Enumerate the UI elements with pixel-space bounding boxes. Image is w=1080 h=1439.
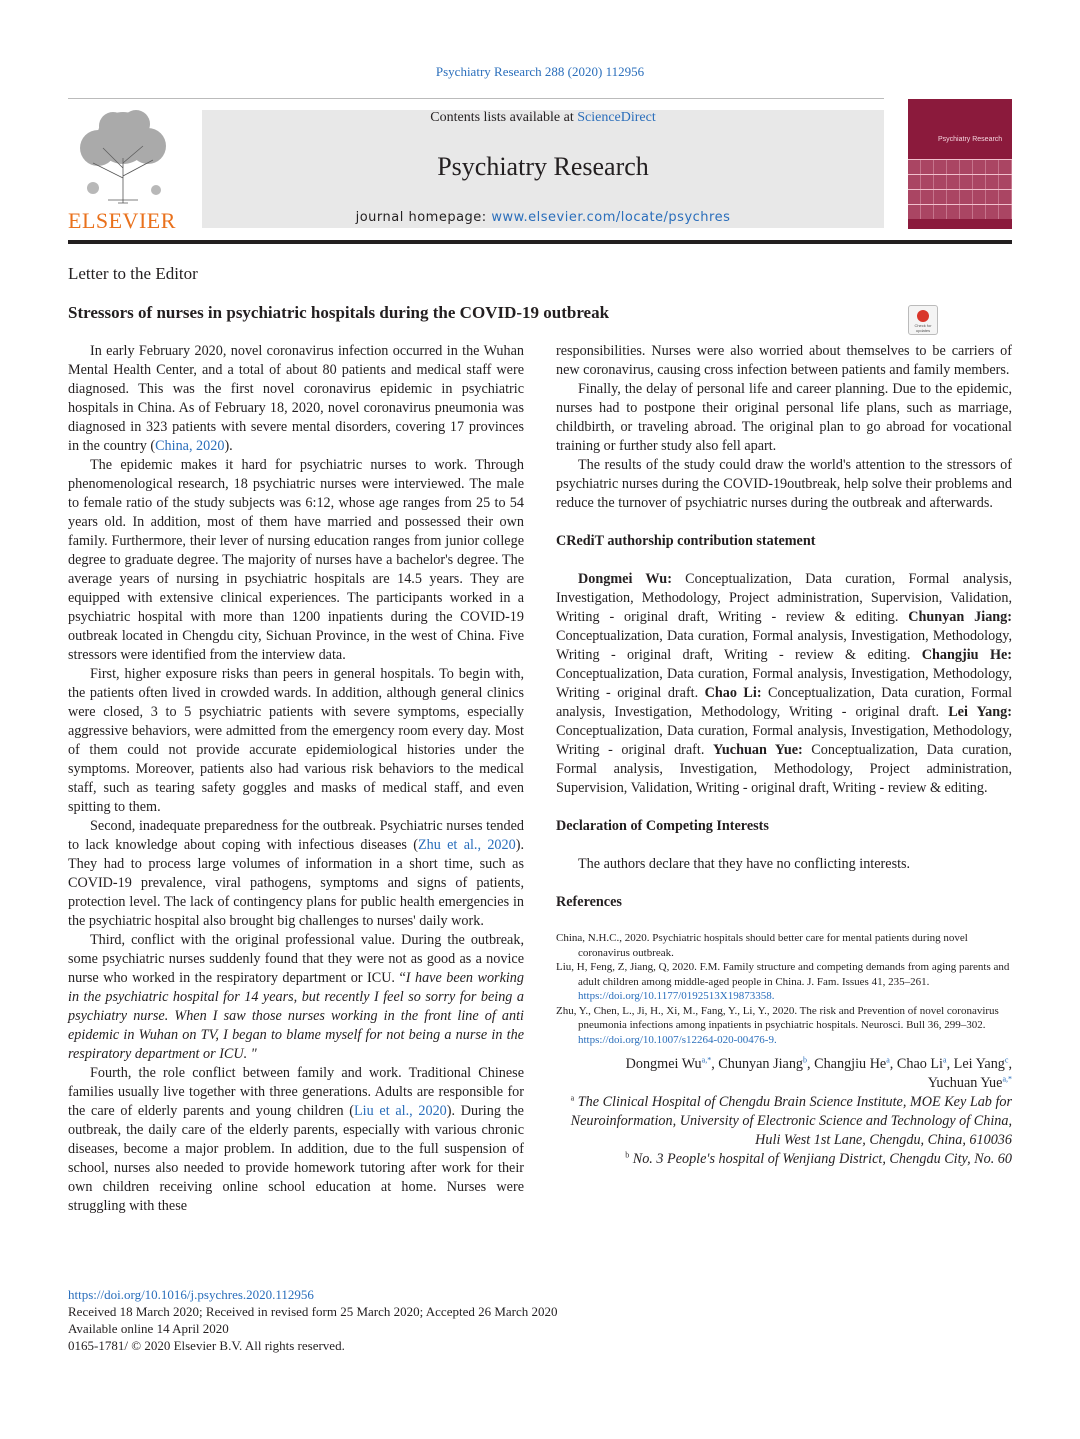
citation-link[interactable]: Zhu et al., 2020: [417, 837, 516, 853]
reference-list: [556, 931, 1012, 1047]
check-for-updates-icon[interactable]: [908, 305, 938, 335]
copyright: 0165-1781/ © 2020 Elsevier B.V. All rights reserved.: [68, 1338, 345, 1353]
paragraph: Third, conflict with the original professional value. During the outbreak, some psychiatric nurses suddenly found that they were not as good as a novice nurse who worked in the respiratory department or ICU. “I have been working in the psychiatric hospital for 14 years, but recently I feel so sorry for being a psychiatry nurse. When I saw those nurses working in the front line of anti epidemic in Wuhan on TV, I began to blame myself for not being a nurse in the respiratory department or ICU. ": [68, 932, 524, 1062]
homepage-link[interactable]: www.elsevier.com/locate/psychres: [491, 210, 731, 225]
reference-item: China, N.H.C., 2020. Psychiatric hospitals should better care for mental patients during novel coronavirus outbreak.: [556, 932, 968, 959]
received-dates: Received 18 March 2020; Received in revised form 25 March 2020; Accepted 26 March 2020: [68, 1304, 558, 1319]
affiliation-b: $^b$ No. 3 People's hospital of Wenjiang District, Chengdu City, No. 60: [625, 1150, 1012, 1167]
left-column: [68, 342, 524, 1216]
paragraph: In early February 2020, novel coronavirus infection occurred in the Wuhan Mental Health Center, and a total of about 80 patients and medical staff were diagnosed. This was the first novel coronavirus epidemic in psychiatric hospitals in China. As of February 18, 2020, novel coronavirus pneumonia was diagnosed in 323 patients with severe mental disorders, covering 17 provinces in the country (China, 2020).: [68, 343, 524, 454]
references-heading: References: [556, 894, 622, 910]
citation-link[interactable]: Psychiatry Research 288 (2020) 112956: [435, 64, 645, 79]
affiliation-link[interactable]: c: [1004, 1055, 1009, 1065]
check-updates-label: Check for updates: [914, 323, 932, 333]
homepage-line: [202, 210, 884, 225]
sciencedirect-link[interactable]: ScienceDirect: [577, 110, 656, 125]
nurse-quote: I have been working in the psychiatric hospital for 14 years, but recently I feel so sorry for being a psychiatry nurse. When I saw those nurses working in the front line of anti epidemic in Wuhan on TV, I began to blame myself for not being a nurse in the respiratory department or ICU. ": [68, 970, 524, 1062]
paragraph: Fourth, the role conflict between family and work. Traditional Chinese families usually live together with three generations. Adults are responsible for the care of elderly parents and young children (Liu et al., 2020). During the outbreak, the daily care of the elderly parents, especially with various chronic diseases, become a major problem. In addition, due to the full suspension of school, nurses also needed to provide homework tutoring after work for their own children receiving online school education at home. Nurses were struggling with these: [68, 1065, 524, 1214]
homepage-prefix: journal homepage:: [355, 210, 492, 225]
paragraph: The epidemic makes it hard for psychiatric nurses to work. Through phenomenological research, 18 psychiatric nurses were interviewed. The male to female ratio of the study subjects was 6:12, whose age ranges from 25 to 54 years old. In addition, most of them have married and possessed their own family. Furthermore, their lever of nursing education ranges from junior college degree to graduate degree. The majority of nurses have a bachelor's degree. The average years of nursing in psychiatric hospitals are 14.5 years. They are equipped with extensive clinical experiences. The participants worked in a psychiatric hospital with more than 1200 inpatients during the COVID-19 outbreak located in Chengdu city, Sichuan Province, in the west of China. Five stressors were identified from the interview data.: [68, 457, 524, 663]
header-rule: [68, 98, 884, 99]
paragraph: Second, inadequate preparedness for the outbreak. Psychiatric nurses tended to lack knowledge about coping with infectious diseases (Zhu et al., 2020). They had to process large volumes of information in a short time, such as COVID-19 prevalence, viral pathogens, symptoms and signs of patients, protection level. The lack of contingency plans for public health emergencies in the psychiatric hospital also brought big challenges to nurses' daily work.: [68, 818, 524, 929]
cover-pattern-overlay: [908, 159, 1012, 219]
affiliation-link[interactable]: b: [803, 1055, 808, 1065]
journal-name: Psychiatry Research: [437, 152, 649, 181]
right-column: [556, 342, 1012, 1169]
elsevier-tree-icon: [68, 108, 178, 206]
doi-link[interactable]: https://doi.org/10.1016/j.psychres.2020.112956: [68, 1287, 314, 1302]
affiliation-a: $^a$ The Clinical Hospital of Chengdu Brain Science Institute, MOE Key Lab for Neuroinformation, University of Electronic Science and Technology of China, Huli West 1st Lane, Chengdu, China, 610036: [570, 1093, 1012, 1148]
author-list: Dongmei $Wu^{a,*}$, Chunyan Jiang$^b$, Changjiu He$^a$, Chao Li$^a$, Lei Yang$^c$, Yuchuan Yue$^{a,*}$: [625, 1055, 1012, 1091]
article-section-type: Letter to the Editor: [68, 264, 198, 283]
competing-interests-text: The authors declare that they have no conflicting interests.: [578, 856, 911, 872]
paragraph: The results of the study could draw the world's attention to the stressors of psychiatric nurses during the COVID-19outbreak, help solve their problems and reduce the turnover of psychiatric nurses during the outbreak and afterwards.: [556, 457, 1012, 511]
elsevier-logo: [68, 108, 178, 232]
affiliation-link[interactable]: a: [886, 1055, 890, 1065]
cover-title: Psychiatry Research: [938, 136, 1003, 143]
reference-item: Liu, H, Feng, Z, Jiang, Q, 2020. F.M. Family structure and competing demands from aging parents and adult children among middle-aged people in China. J. Fam. Issues 41, 235–261. https://doi.org/10.1177/0192513X19873358.: [556, 961, 1010, 1002]
affiliation-link[interactable]: a: [943, 1055, 947, 1065]
masthead-rule: [68, 240, 1012, 244]
article-title: Stressors of nurses in psychiatric hospitals during the COVID-19 outbreak: [68, 303, 610, 322]
article-footer: [68, 1286, 558, 1354]
competing-interests-heading: Declaration of Competing Interests: [556, 818, 769, 834]
paragraph: First, higher exposure risks than peers in general hospitals. To begin with, the patients often lived in crowded wards. In addition, although general clinics were closed, 3 to 5 psychiatric patients with severe symptoms, especially aggressive behaviors, were admitted from the emergency room every day. Most of them could not provide accurate epidemiological histories under the symptoms. Moreover, patients also had various risk behaviors to the medical staff, such as tearing safety goggles and masks of medical staff, and even spitting to them.: [68, 666, 524, 815]
affiliation-link[interactable]: a,*: [1002, 1074, 1012, 1084]
elsevier-wordmark: ELSEVIER: [68, 208, 176, 233]
available-online: Available online 14 April 2020: [68, 1321, 229, 1336]
paragraph: Finally, the delay of personal life and career planning. Due to the epidemic, nurses had to postpone their original personal life plans, such as marriage, childbirth, or traveling abroad. The original plan to go abroad for vocational training or further study also fell apart.: [556, 381, 1012, 454]
check-updates-dot: [917, 310, 929, 322]
citation-link[interactable]: Liu et al., 2020: [353, 1103, 447, 1119]
credit-heading: CRediT authorship contribution statement: [556, 533, 816, 549]
contents-prefix: Contents lists available at: [430, 110, 578, 125]
credit-statement: Dongmei Wu: Conceptualization, Data curation, Formal analysis, Investigation, Methodology, Project administration, Supervision, Validation, Writing - original draft, Writing - review & editing. Chunyan Jiang: Conceptualization, Data curation, Formal analysis, Investigation, Methodology, Writing - original draft, Writing - review & editing. Changjiu He: Conceptualization, Data curation, Formal analysis, Investigation, Methodology, Writing - original draft. Chao Li: Conceptualization, Data curation, Formal analysis, Investigation, Methodology, Writing - original draft. Lei Yang: Conceptualization, Data curation, Formal analysis, Investigation, Methodology, Writing - original draft. Yuchuan Yue: Conceptualization, Data curation, Formal analysis, Investigation, Methodology, Project administration, Supervision, Validation, Writing - original draft, Writing - review & editing.: [556, 571, 1013, 796]
contents-line: [202, 110, 884, 126]
journal-masthead: [202, 110, 884, 228]
paragraph: responsibilities. Nurses were also worried about themselves to be carriers of new coronavirus, causing cross infection between patients and family members.: [556, 343, 1012, 378]
journal-citation[interactable]: [0, 64, 1080, 80]
journal-cover[interactable]: [908, 99, 1012, 229]
affiliation-link[interactable]: a,*: [701, 1055, 712, 1065]
citation-link[interactable]: China, 2020: [155, 438, 225, 454]
reference-doi-link[interactable]: https://doi.org/10.1177/0192513X19873358.: [578, 990, 775, 1002]
reference-doi-link[interactable]: https://doi.org/10.1007/s12264-020-00476-9.: [578, 1033, 777, 1046]
reference-item: Zhu, Y., Chen, L., Ji, H., Xi, M., Fang, Y., Li, Y., 2020. The risk and Prevention of novel coronavirus pneumonia infections among inpatients in psychiatric hospitals. Neurosci. Bull 36, 299–302. https://doi.org/10.1007/s12264-020-00476-9.: [556, 1004, 999, 1046]
